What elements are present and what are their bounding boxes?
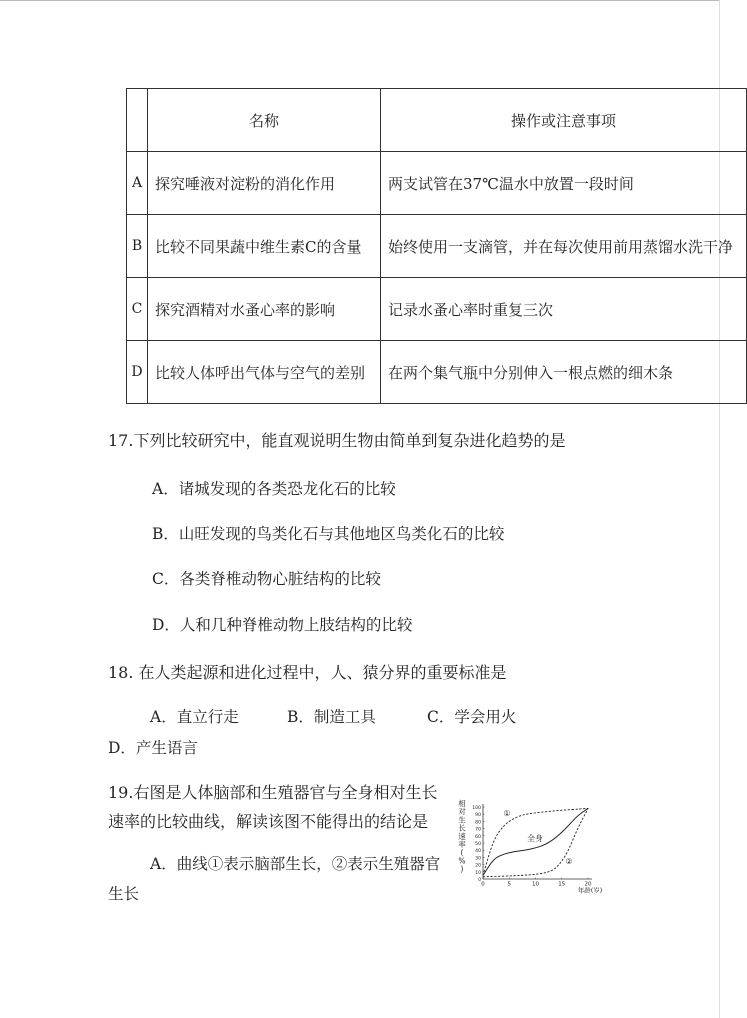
y-tick-label: 10	[475, 870, 481, 876]
growth-rate-chart	[455, 797, 615, 895]
y-axis-label-char: 生	[458, 815, 466, 825]
y-axis-label-char: %	[458, 856, 466, 866]
header-name: 名称	[148, 89, 381, 152]
q17-option-a: A．诸城发现的各类恐龙化石的比较	[152, 480, 396, 498]
q17-option-b: B．山旺发现的鸟类化石与其他地区鸟类化石的比较	[152, 525, 505, 543]
y-axis-label-char: 对	[458, 807, 466, 817]
table-row	[127, 152, 747, 215]
table-row	[127, 341, 747, 404]
x-tick-label: 10	[532, 881, 539, 888]
y-tick-label: 90	[475, 813, 481, 819]
y-tick-label: 20	[475, 863, 481, 869]
experiment-table	[126, 88, 747, 404]
row-label: A	[127, 152, 148, 215]
q18-option-c: C．学会用火	[427, 708, 517, 726]
q17-option-d: D．人和几种脊椎动物上肢结构的比较	[152, 616, 413, 634]
y-axis-label-char: (	[460, 848, 464, 858]
y-tick-label: 60	[475, 834, 481, 840]
row-name: 比较人体呼出气体与空气的差别	[148, 341, 381, 404]
q19-option-a-line2: 生长	[108, 885, 140, 903]
q17-stem: 17.下列比较研究中，能直观说明生物由简单到复杂进化趋势的是	[108, 431, 566, 450]
x-tick-label: 15	[558, 881, 566, 888]
y-tick-label: 70	[475, 827, 481, 833]
y-tick-label: 80	[475, 820, 481, 826]
y-tick-label: 50	[475, 842, 481, 847]
q17-option-c: C．各类脊椎动物心脏结构的比较	[152, 570, 381, 588]
header-note: 操作或注意事项	[381, 89, 747, 152]
q19-stem-line2: 速率的比较曲线，解读该图不能得出的结论是	[108, 812, 429, 831]
x-axis-label: 年龄(岁)	[577, 886, 603, 895]
y-tick-label: 100	[472, 806, 481, 811]
row-name: 探究酒精对水蚤心率的影响	[148, 278, 381, 341]
y-axis-label-char: 长	[458, 823, 466, 833]
y-tick-label: 40	[475, 849, 481, 855]
row-note: 在两个集气瓶中分别伸入一根点燃的细木条	[381, 341, 747, 404]
series-label: ①	[503, 809, 511, 818]
row-name: 比较不同果蔬中维生素C的含量	[148, 215, 381, 278]
y-tick-label: 0	[478, 878, 481, 883]
x-tick-label: 20	[584, 881, 592, 888]
y-axis-label-char: 相	[458, 799, 466, 808]
y-axis-label-char: 率	[458, 840, 466, 849]
header-blank	[127, 89, 148, 152]
row-note: 记录水蚤心率时重复三次	[381, 278, 747, 341]
table-row	[127, 278, 747, 341]
q18-option-a: A．直立行走	[150, 708, 239, 726]
y-axis-label-char: 速	[458, 831, 466, 841]
x-tick-label: 5	[507, 881, 511, 888]
row-note: 始终使用一支滴管，并在每次使用前用蒸馏水洗干净	[381, 215, 747, 278]
row-name: 探究唾液对淀粉的消化作用	[148, 152, 381, 215]
series-label: ②	[565, 857, 573, 866]
q18-option-d: D．产生语言	[108, 739, 198, 757]
row-label: B	[127, 215, 148, 278]
table-header-row	[127, 89, 747, 152]
table-row	[127, 215, 747, 278]
row-note: 两支试管在37℃温水中放置一段时间	[381, 152, 747, 215]
y-tick-label: 30	[475, 856, 481, 862]
q19-option-a-line1: A．曲线①表示脑部生长，②表示生殖器官	[150, 855, 441, 873]
y-axis-label-char: )	[460, 864, 464, 874]
q18-option-b: B．制造工具	[287, 708, 376, 726]
row-label: C	[127, 278, 148, 341]
series-label: 全身	[527, 834, 543, 843]
x-tick-label: 0	[481, 881, 485, 888]
q19-stem-line1: 19.右图是人体脑部和生殖器官与全身相对生长	[108, 783, 438, 802]
q18-stem: 18. 在人类起源和进化过程中，人、猿分界的重要标准是	[108, 663, 507, 682]
row-label: D	[127, 341, 148, 404]
